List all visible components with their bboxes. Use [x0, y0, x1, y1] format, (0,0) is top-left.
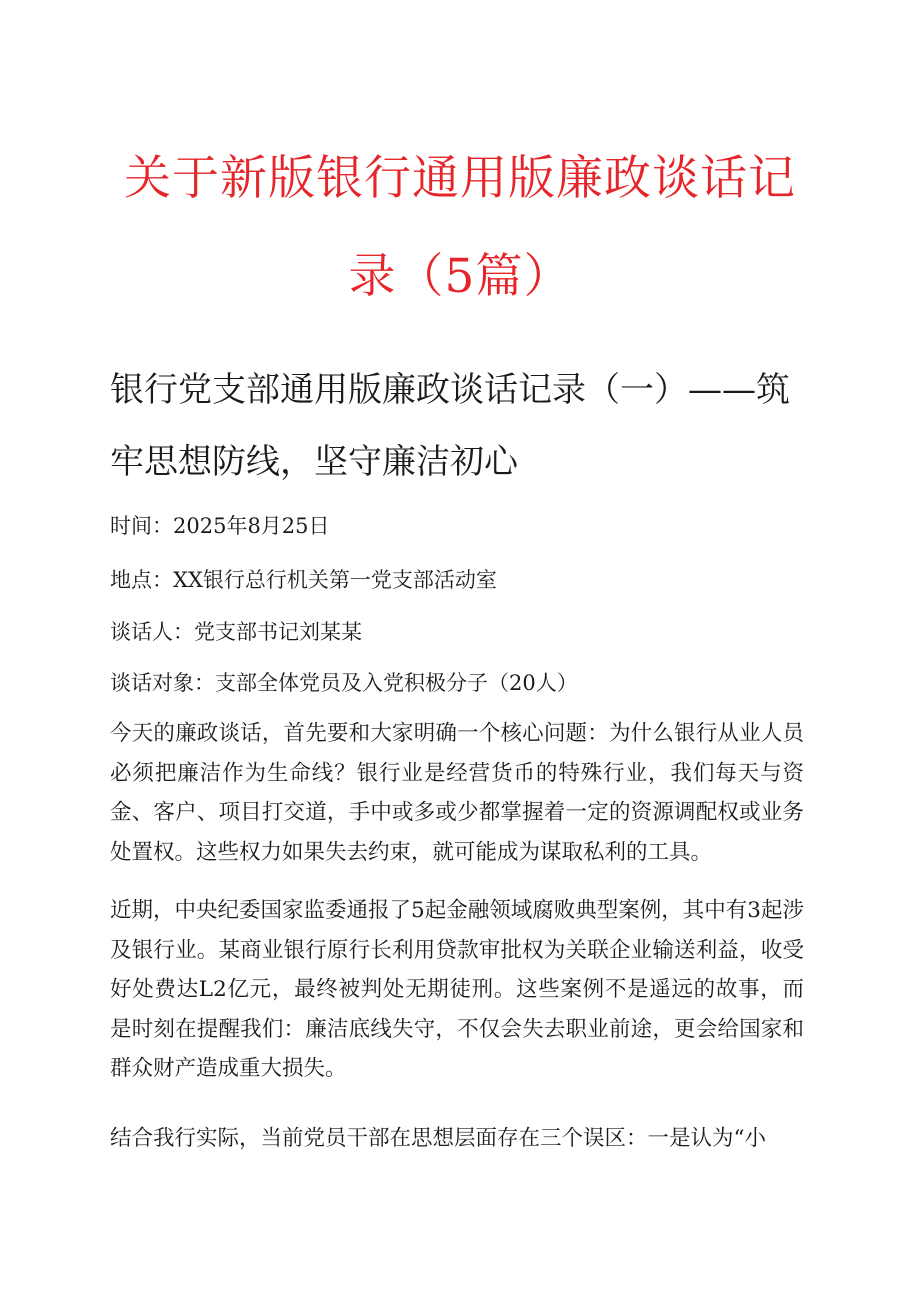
paragraph-3: 结合我行实际，当前党员干部在思想层面存在三个误区：一是认为“小: [110, 1126, 766, 1151]
section-heading: 银行党支部通用版廉政谈话记录（一）——筑牢思想防线，坚守廉洁初心: [110, 370, 790, 482]
paragraph-1: 今天的廉政谈话，首先要和大家明确一个核心问题：为什么银行从业人员必须把廉洁作为生命线？银行业是经营货币的特殊行业，我们每天与资金、客户、项目打交道，手中或多或少都掌握着一定的资源调配权或业务处置权。这些权力如果失去约束，就可能成为谋取私利的工具。: [110, 721, 804, 865]
meta-time: 时间：2025年8月25日: [110, 514, 330, 538]
meta-location: 地点：XX银行总行机关第一党支部活动室: [110, 568, 497, 592]
meta-speaker: 谈话人：党支部书记刘某某: [110, 620, 362, 644]
document-title: 关于新版银行通用版廉政谈话记录（5篇）: [124, 151, 796, 304]
meta-audience: 谈话对象：支部全体党员及入党积极分子（20人）: [110, 671, 578, 695]
paragraph-2: 近期，中央纪委国家监委通报了5起金融领域腐败典型案例，其中有3起涉及银行业。某商业银行原行长利用贷款审批权为关联企业输送利益，收受好处费达L2亿元，最终被判处无期徒刑。这些案例不是遥远的故事，而是时刻在提醒我们：廉洁底线失守，不仅会失去职业前途，更会给国家和群众财产造成重大损失。: [110, 898, 804, 1081]
